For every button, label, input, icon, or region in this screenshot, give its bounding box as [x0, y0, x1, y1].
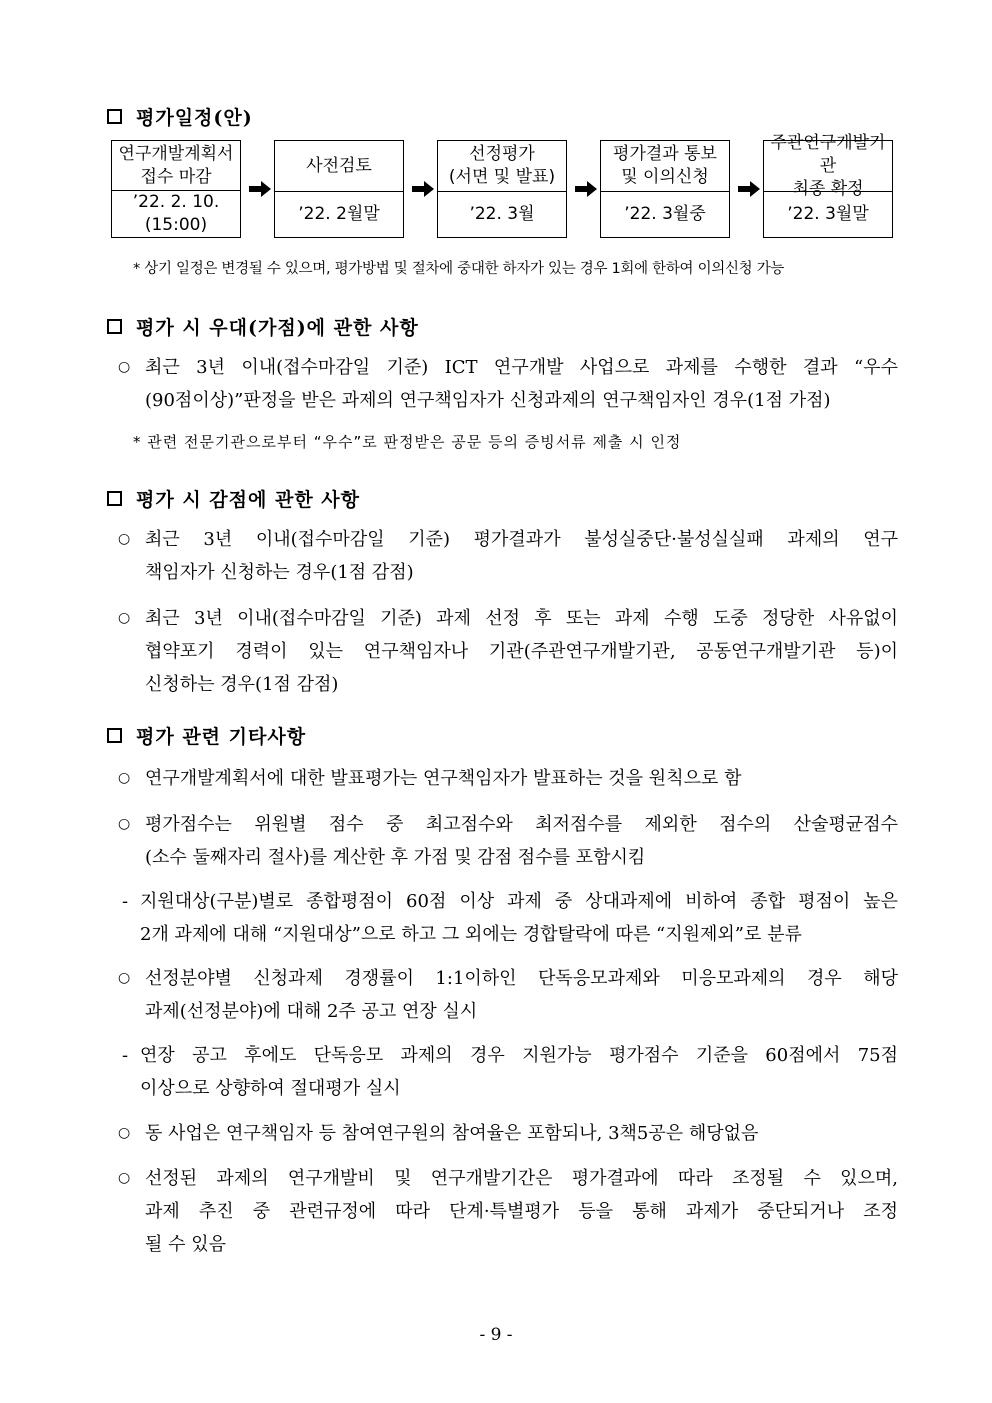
flow-step-2 [274, 140, 404, 238]
list-item-dash [118, 1039, 898, 1105]
right-arrow-icon [738, 181, 760, 197]
flow-step-3 [437, 140, 567, 238]
item-line: 연구개발계획서에 대한 발표평가는 연구책임자가 발표하는 것을 원칙으로 함 [145, 768, 742, 789]
item-line: 최근 3년 이내(접수마감일 기준) 과제 선정 후 또는 과제 수행 도중 정당한 사유없이 [145, 608, 898, 629]
flow-step-title: 평가결과 통보 및 이의신청 [601, 141, 729, 192]
item-line: 될 수 있음 [145, 1234, 226, 1255]
item-line: 선정분야별 신청과제 경쟁률이 1:1이하인 단독응모과제와 미응모과제의 경우 해당 [145, 968, 898, 989]
flow-step-title: 연구개발계획서 접수 마감 [112, 141, 240, 191]
flow-step-date: ’22. 3월말 [787, 204, 869, 224]
circle-bullet: ○ [118, 531, 131, 547]
list-item [118, 1162, 898, 1261]
checkbox-square-icon [107, 109, 122, 124]
item-line: 선정된 과제의 연구개발비 및 연구개발기간은 평가결과에 따라 조정될 수 있으며, [145, 1168, 898, 1189]
item-line: 평가점수는 위원별 점수 중 최고점수와 최저점수를 제외한 점수의 산술평균점수 [145, 814, 898, 835]
flow-step-date: ’22. 2월말 [298, 204, 380, 224]
item-line: (90점이상)”판정을 받은 과제의 연구책임자가 신청과제의 연구책임자인 경우(1점 가점) [145, 390, 831, 411]
item-line: 신청하는 경우(1점 감점) [145, 674, 339, 695]
list-item-dash [118, 885, 898, 951]
item-line: 과제(선정분야)에 대해 2주 공고 연장 실시 [145, 1001, 478, 1022]
right-arrow-icon [249, 181, 271, 197]
item-line: 2개 과제에 대해 “지원대상”으로 하고 그 외에는 경합탈락에 따른 “지원제외”로 분류 [140, 924, 802, 945]
section-heading-other [107, 722, 306, 749]
item-line: 지원대상(구분)별로 종합평점이 60점 이상 과제 중 상대과제에 비하여 종합 평점이 높은 [140, 891, 898, 912]
list-item [118, 1117, 898, 1150]
item-line: 최근 3년 이내(접수마감일 기준) ICT 연구개발 사업으로 과제를 수행한 결과 “우수 [145, 357, 898, 378]
circle-bullet: ○ [118, 1170, 131, 1186]
flow-step-date: ’22. 3월중 [624, 204, 706, 224]
item-line: 연장 공고 후에도 단독응모 과제의 경우 지원가능 평가점수 기준을 60점에서 75점 [140, 1045, 898, 1066]
page-number: - 9 - [479, 1325, 513, 1345]
flow-step-4 [600, 140, 730, 238]
circle-bullet: ○ [118, 770, 131, 786]
item-line: 과제 추진 중 관련규정에 따라 단계·특별평가 등을 통해 과제가 중단되거나 조정 [145, 1201, 898, 1222]
circle-bullet: ○ [118, 816, 131, 832]
item-line: 동 사업은 연구책임자 등 참여연구원의 참여율은 포함되나, 3책5공은 해당없음 [145, 1123, 759, 1144]
circle-bullet: ○ [118, 610, 131, 626]
item-line: 책임자가 신청하는 경우(1점 감점) [145, 562, 414, 583]
list-item [118, 808, 898, 874]
list-item [118, 351, 898, 417]
list-item [118, 962, 898, 1028]
circle-bullet: ○ [118, 970, 131, 986]
list-item [118, 523, 898, 589]
flow-step-date: ’22. 2. 10. (15:00) [132, 192, 220, 235]
checkbox-square-icon [107, 491, 122, 506]
right-arrow-icon [412, 181, 434, 197]
section-title: 평가일정(안) [136, 107, 253, 129]
item-line: (소수 둘째자리 절사)를 계산한 후 가점 및 감점 점수를 포함시킴 [145, 847, 646, 868]
section-title: 평가 시 우대(가점)에 관한 사항 [136, 317, 419, 339]
schedule-flow [111, 132, 893, 240]
flow-step-title: 주관연구개발기관 최종 확정 [764, 141, 892, 192]
item-line: 이상으로 상향하여 절대평가 실시 [140, 1078, 401, 1099]
dash-bullet: - [122, 891, 129, 912]
flow-step-title: 사전검토 [275, 141, 403, 192]
section-heading-penalty [107, 485, 360, 512]
bonus-note: * 관련 전문기관으로부터 “우수”로 판정받은 공문 등의 증빙서류 제출 시 인정 [133, 433, 682, 451]
checkbox-square-icon [107, 319, 122, 334]
list-item [118, 762, 898, 795]
flow-step-title: 선정평가 (서면 및 발표) [438, 141, 566, 192]
flow-step-5 [763, 132, 893, 238]
section-heading-schedule [107, 103, 253, 130]
right-arrow-icon [575, 181, 597, 197]
schedule-note: * 상기 일정은 변경될 수 있으며, 평가방법 및 절차에 중대한 하자가 있는 경우 1회에 한하여 이의신청 가능 [133, 261, 785, 277]
circle-bullet: ○ [118, 1125, 131, 1141]
list-item [118, 602, 898, 701]
item-line: 협약포기 경력이 있는 연구책임자나 기관(주관연구개발기관, 공동연구개발기관 등)이 [145, 641, 898, 662]
flow-step-date: ’22. 3월 [469, 204, 535, 224]
checkbox-square-icon [107, 728, 122, 743]
dash-bullet: - [122, 1045, 129, 1066]
flow-step-1 [111, 140, 241, 238]
section-title: 평가 관련 기타사항 [136, 726, 307, 748]
section-heading-bonus [107, 313, 419, 340]
item-line: 최근 3년 이내(접수마감일 기준) 평가결과가 불성실중단·불성실실패 과제의 연구 [145, 529, 898, 550]
circle-bullet: ○ [118, 359, 131, 375]
section-title: 평가 시 감점에 관한 사항 [136, 489, 360, 511]
